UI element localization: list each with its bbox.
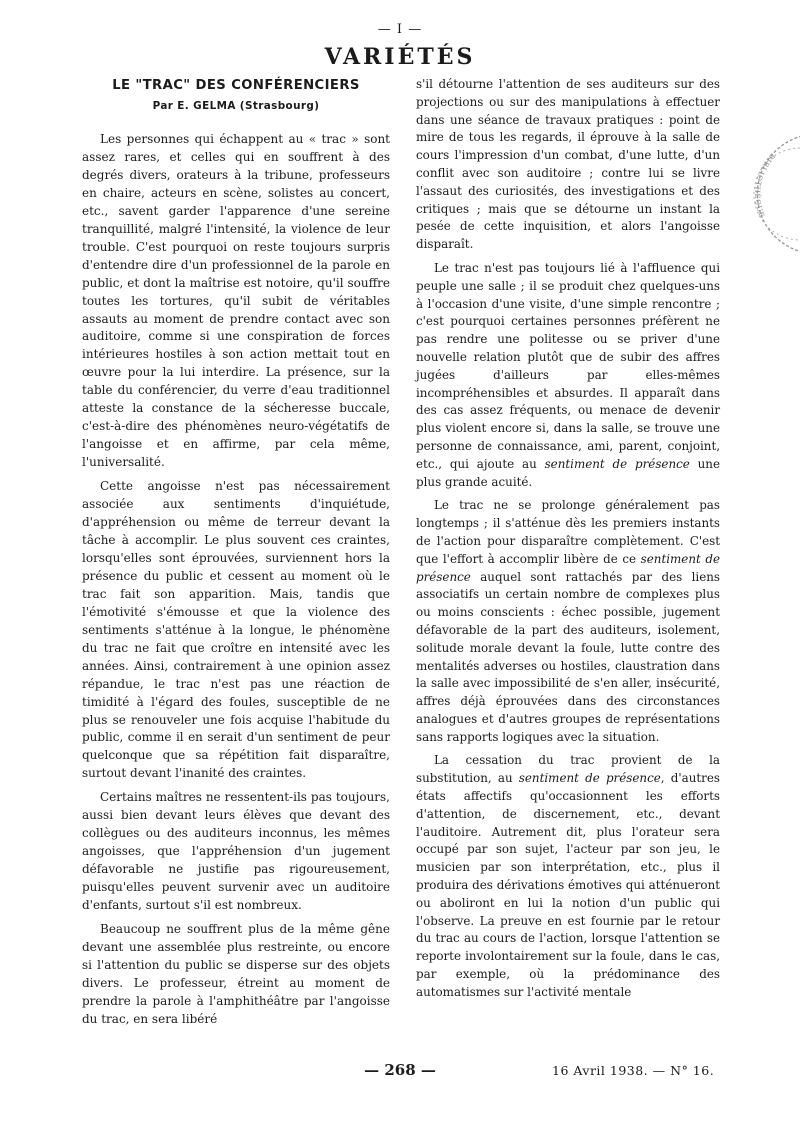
emphasis: sentiment de présence bbox=[416, 551, 720, 584]
paragraph: Les personnes qui échappent au « trac » sont assez rares, et celles qui en souffrent à des degrés divers, orateurs à la tribune, professeurs en chaire, acteurs en scène, solistes au concert, etc., savent garder l'apparence d'une sereine tranquillité, malgré l'intensité, la violence de leur trouble. C'est pourquoi on reste toujours surpris d'entendre dire d'un professionnel de la parole en public, et dont la maîtrise est notoire, qu'il souffre toutes les tortures, qu'il subit de véritables assauts au moment de prendre contact avec son auditoire, comme si une conspiration de forces intérieures hostiles à son action mettait tout en œuvre pour la lui interdire. La présence, sur la table du conférencier, du verre d'eau traditionnel atteste la constance de la sécheresse buccale, c'est-à-dire des phénomènes neuro-végétatifs de l'angoisse et en affirme, par cela même, l'universalité. bbox=[82, 132, 390, 470]
page-footer bbox=[0, 1059, 800, 1089]
section-title: VARIÉTÉS bbox=[324, 44, 476, 70]
paragraph: Le trac n'est pas toujours lié à l'affluence qui peuple une salle ; il se produit chez quelques-uns à l'occasion d'une visite, d'une simple rencontre ; c'est pourquoi certaines personnes préfèrent ne pas rendre une politesse ou se priver d'une nouvelle relation plutôt que de subir des affres jugées d'ailleurs par elles-mêmes incompréhensibles et absurdes. Il apparaît dans des cas assez fréquents, ou menace de devenir plus violent encore si, dans la salle, se trouve une personne de connaissance, ami, parent, conjoint, etc., qui ajoute au sentiment de présence une plus grande acuité. bbox=[416, 260, 720, 489]
article-byline: Par E. GELMA (Strasbourg) bbox=[152, 100, 320, 112]
svg-text:BIBLIOTHÈQUE: BIBLIOTHÈQUE bbox=[752, 151, 777, 220]
left-column bbox=[82, 76, 390, 1035]
emphasis: sentiment de présence bbox=[544, 456, 690, 471]
paragraph: Le trac ne se prolonge généralement pas longtemps ; il s'atténue dès les premiers instants de l'action pour disparaître complètement. C'est que l'effort à accomplir libère de ce sentiment de présence auquel sont rattachés par des liens associatifs un certain nombre de complexes plus ou moins conscients : échec possible, jugement défavorable de la part des auditeurs, isolement, solitude morale devant la foule, lutte contre des mentalités adverses ou hostiles, claustration dans la salle avec impossibilité de s'en aller, insécurité, affres déjà éprouvées dans des circonstances analogues et d'autres groupes de représentations sans rapports logiques avec la situation. bbox=[416, 498, 720, 744]
page-marker: — I — bbox=[377, 22, 423, 37]
paragraph: La cessation du trac provient de la substitution, au sentiment de présence, d'autres états affectifs qu'occasionnent les efforts d'attention, de discernement, etc., devant l'auditoire. Autrement dit, plus l'orateur sera occupé par son sujet, l'acteur par son jeu, le musicien par son interprétation, etc., plus il produira des dérivations émotives qui atténueront ou aboliront en lui la notion d'un public qui l'observe. La preuve en est fournie par le retour du trac au cours de l'action, lorsque l'attention se reporte involontairement sur la foule, dans le cas, par exemple, où la prédominance des automatismes sur l'activité mentale bbox=[416, 753, 720, 999]
page-number: — 268 — bbox=[364, 1061, 436, 1079]
paragraph: Certains maîtres ne ressentent-ils pas toujours, aussi bien devant leurs élèves que devant des collègues ou des auditeurs inconnus, les mêmes angoisses, que l'appréhension d'un jugement défavorable ne justifie pas rigoureusement, puisqu'elles peuvent survenir avec un auditoire d'enfants, surtout s'il est nombreux. bbox=[82, 790, 390, 913]
paragraph: Beaucoup ne souffrent plus de la même gêne devant une assemblée plus restreinte, ou encore si l'attention du public se disperse sur des objets divers. Le professeur, étreint au moment de prendre la parole à l'amphithéâtre par l'angoisse du trac, en sera libéré bbox=[82, 921, 390, 1026]
right-column bbox=[416, 76, 720, 1008]
paragraph: s'il détourne l'attention de ses auditeurs sur des projections ou sur des manipulations à effectuer dans une séance de travaux pratiques : point de mire de tous les regards, il éprouve à la salle de cours l'impression d'un combat, d'une lutte, d'un conflit avec son auditoire ; contre lui se livre l'assaut des curiosités, des investigations et des critiques ; mais que se détourne un instant la pesée de cette inquisition, et alors l'angoisse disparaît. bbox=[416, 77, 720, 252]
library-stamp-icon bbox=[720, 118, 800, 268]
paragraph: Cette angoisse n'est pas nécessairement associée aux sentiments d'inquiétude, d'appréhension ou même de terreur devant la tâche à accomplir. Le plus souvent ces craintes, lorsqu'elles sont éprouvées, surviennent hors la présence du public et cessent au moment où le trac fait son apparition. Mais, tandis que l'émotivité s'émousse et que la violence des sentiments s'atténue à la longue, le phénomène du trac ne fait que croître en intensité avec les années. Ainsi, contrairement à une opinion assez répandue, le trac n'est pas une réaction de timidité à l'égard des foules, susceptible de ne plus se renouveler une fois acquise l'habitude du public, comme il en serait d'un sentiment de peur quelconque que sa répétition fait disparaître, surtout devant l'inanité des craintes. bbox=[82, 479, 390, 781]
emphasis: sentiment de présence bbox=[518, 771, 661, 786]
article-title: LE "TRAC" DES CONFÉRENCIERS bbox=[112, 78, 360, 93]
issue-date: 16 Avril 1938. — N° 16. bbox=[552, 1063, 715, 1078]
